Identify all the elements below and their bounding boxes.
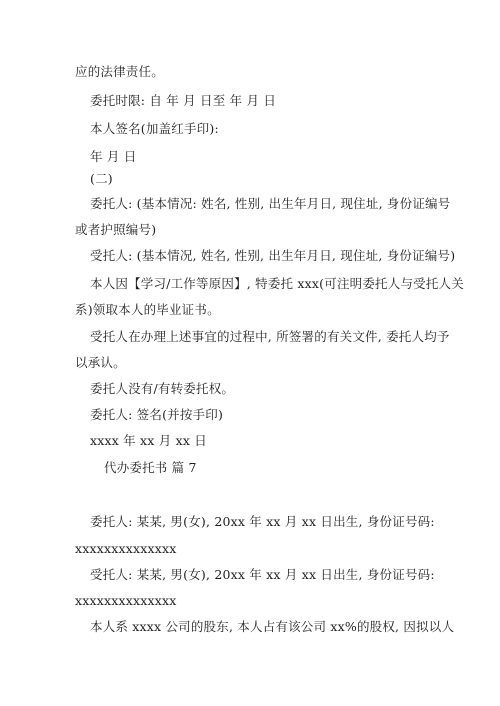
text-line-reentrust: 委托人没有/有转委托权。 [90,381,235,396]
section-heading-two: (二) [90,171,113,186]
text-line-trustee-info: 受托人: (基本情况, 姓名, 性别, 出生年月日, 现住址, 身份证编号) [90,248,456,263]
text-line-entrustor-info: 委托人: (基本情况: 姓名, 性别, 出生年月日, 现住址, 身份证编号 [90,196,451,211]
text-line-date: 年 月 日 [90,149,137,164]
text-line-diploma: 系)领取本人的毕业证书。 [75,302,220,317]
text-line-acknowledge: 以承认。 [75,355,126,370]
text-line-entrustor-details: 委托人: 某某, 男(女), 20xx 年 xx 月 xx 日出生, 身份证号码: [90,514,435,529]
text-line-signature-handprint: 委托人: 签名(并按手印) [90,407,224,422]
text-line-entrustor-id: xxxxxxxxxxxxxx [75,541,177,556]
text-line-process: 受托人在办理上述事宜的过程中, 所签署的有关文件, 委托人均予 [90,329,450,344]
text-line-passport: 或者护照编号) [75,222,157,237]
text-line-reason: 本人因【学习/工作等原因】, 特委托 xxx(可注明委托人与受托人关 [90,276,464,291]
section-heading-power-of-attorney: 代办委托书 篇 7 [104,460,197,475]
text-line-entrust-period: 委托时限: 自 年 月 日至 年 月 日 [90,93,277,108]
text-line-date-xx: xxxx 年 xx 月 xx 日 [90,433,207,448]
text-line-signature: 本人签名(加盖红手印): [90,121,219,136]
text-line-trustee-id: xxxxxxxxxxxxxx [75,593,177,608]
text-line-legal-responsibility: 应的法律责任。 [75,64,164,79]
text-line-shareholder: 本人系 xxxx 公司的股东, 本人占有该公司 xx%的股权, 因拟以人 [90,619,455,634]
text-line-trustee-details: 受托人: 某某, 男(女), 20xx 年 xx 月 xx 日出生, 身份证号码: [90,567,435,582]
